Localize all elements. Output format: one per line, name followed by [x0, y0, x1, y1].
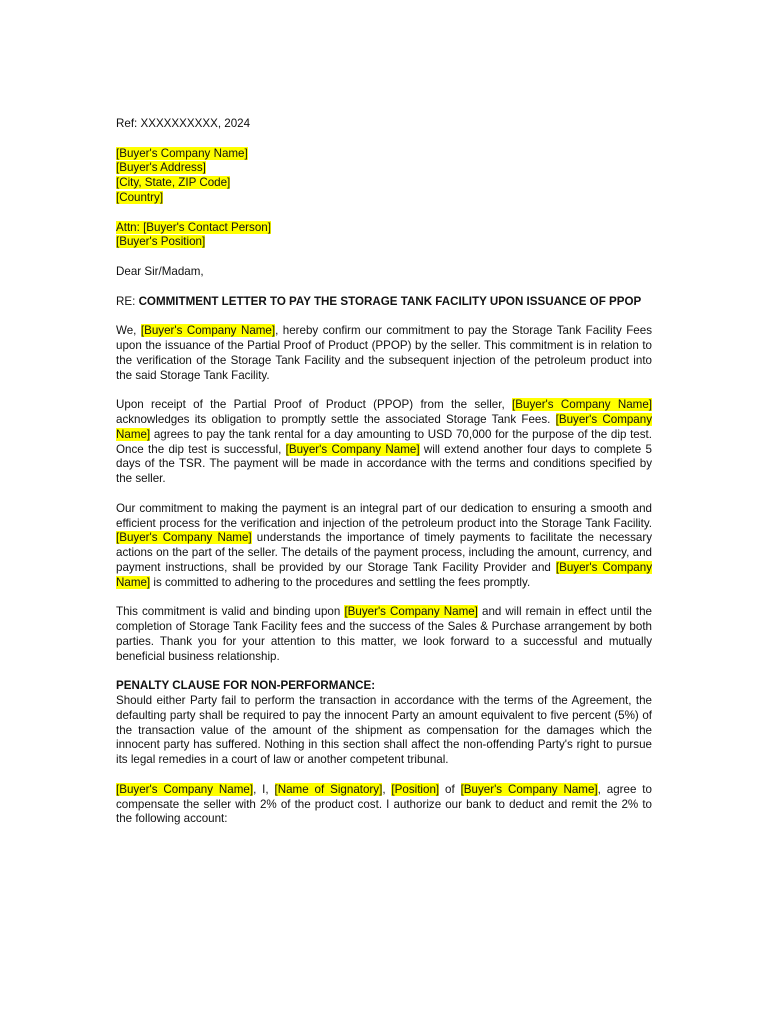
- signatory-placeholder: [Name of Signatory]: [274, 782, 383, 796]
- letter-body: [116, 117, 652, 827]
- company-placeholder: [Buyer's Company Name]: [344, 605, 478, 619]
- paragraph-validity: This commitment is valid and binding upon [Buyer's Company Name] and will remain in effect until the completion of Storage Tank Facility fees and the success of the Sales & Purchase arrangement by both parties. Thank you for your attention to this matter, we look forward to a successful and mutually beneficial business relationship.: [116, 605, 652, 663]
- penalty-heading: PENALTY CLAUSE FOR NON-PERFORMANCE:: [116, 679, 376, 693]
- company-placeholder: [Buyer's Company Name]: [285, 442, 420, 456]
- address-city: [City, State, ZIP Code]: [116, 176, 231, 190]
- paragraph-commitment: We, [Buyer's Company Name], hereby confirm our commitment to pay the Storage Tank Facility Fees upon the issuance of the Partial Proof of Product (PPOP) by the seller. This commitment is in relation to the verification of the Storage Tank Facility and the subsequent injection of the petroleum product into the said Storage Tank Facility.: [116, 324, 652, 382]
- paragraph-ppop-payment: Upon receipt of the Partial Proof of Product (PPOP) from the seller, [Buyer's Company Name] acknowledges its obligation to promptly settle the associated Storage Tank Fees. [Buyer's Company Name] agrees to pay the tank rental for a day amounting to USD 70,000 for the purpose of the dip test. Once the dip test is successful, [Buyer's Company Name] will extend another four days to complete 5 days of the TSR. The payment will be made in accordance with the terms and conditions specified by the seller.: [116, 398, 653, 486]
- company-placeholder: [Buyer's Company Name]: [116, 531, 252, 545]
- company-placeholder: [Buyer's Company Name]: [460, 782, 598, 796]
- company-placeholder: [Buyer's Company Name]: [512, 398, 652, 412]
- company-placeholder: [Buyer's Company Name]: [116, 782, 254, 796]
- address-street: [Buyer's Address]: [116, 161, 206, 175]
- company-placeholder: [Buyer's Company Name]: [140, 324, 276, 338]
- attention-position: [Buyer's Position]: [116, 235, 206, 249]
- address-country: [Country]: [116, 190, 164, 204]
- penalty-clause-text: Should either Party fail to perform the transaction in accordance with the terms of the Agreement, the defaulting party shall be required to pay the innocent Party an amount equivalent to five percent (5%) of the transaction value of the amount of the shipment as compensation for the damages which the innocent party has suffered. Nothing in this section shall affect the non-offending Party's right to pursue its legal remedies in a court of law or another competent tribunal.: [116, 694, 652, 767]
- company-placeholder: [Buyer's Company Name]: [116, 412, 653, 441]
- paragraph-dedication: Our commitment to making the payment is an integral part of our dedication to ensuring a smooth and efficient process for the verification and injection of the petroleum product into the Storage Tank Facility. [Buyer's Company Name] understands the importance of timely payments to facilitate the necessary actions on the part of the seller. The details of the payment process, including the amount, currency, and payment instructions, shall be provided by our Storage Tank Facility Provider and [Buyer's Company Name] is committed to adhering to the procedures and settling the fees promptly.: [116, 501, 653, 589]
- reference-line: Ref: XXXXXXXXXX, 2024: [116, 117, 251, 130]
- position-placeholder: [Position]: [391, 782, 440, 796]
- subject-prefix: RE:: [116, 294, 139, 308]
- salutation: Dear Sir/Madam,: [116, 264, 204, 278]
- address-company: [Buyer's Company Name]: [116, 146, 248, 160]
- company-placeholder: [Buyer's Company Name]: [116, 560, 652, 589]
- recipient-address-block: [116, 147, 652, 206]
- subject-text: COMMITMENT LETTER TO PAY THE STORAGE TANK FACILITY UPON ISSUANCE OF PPOP: [138, 294, 642, 308]
- attention-line: Attn: [Buyer's Contact Person]: [116, 220, 271, 234]
- subject-line: [116, 295, 652, 310]
- paragraph-authorization: [Buyer's Company Name], I, [Name of Signatory], [Position] of [Buyer's Company Name], agree to compensate the seller with 2% of the product cost. I authorize our bank to deduct and remit the 2% to the following account:: [116, 782, 652, 826]
